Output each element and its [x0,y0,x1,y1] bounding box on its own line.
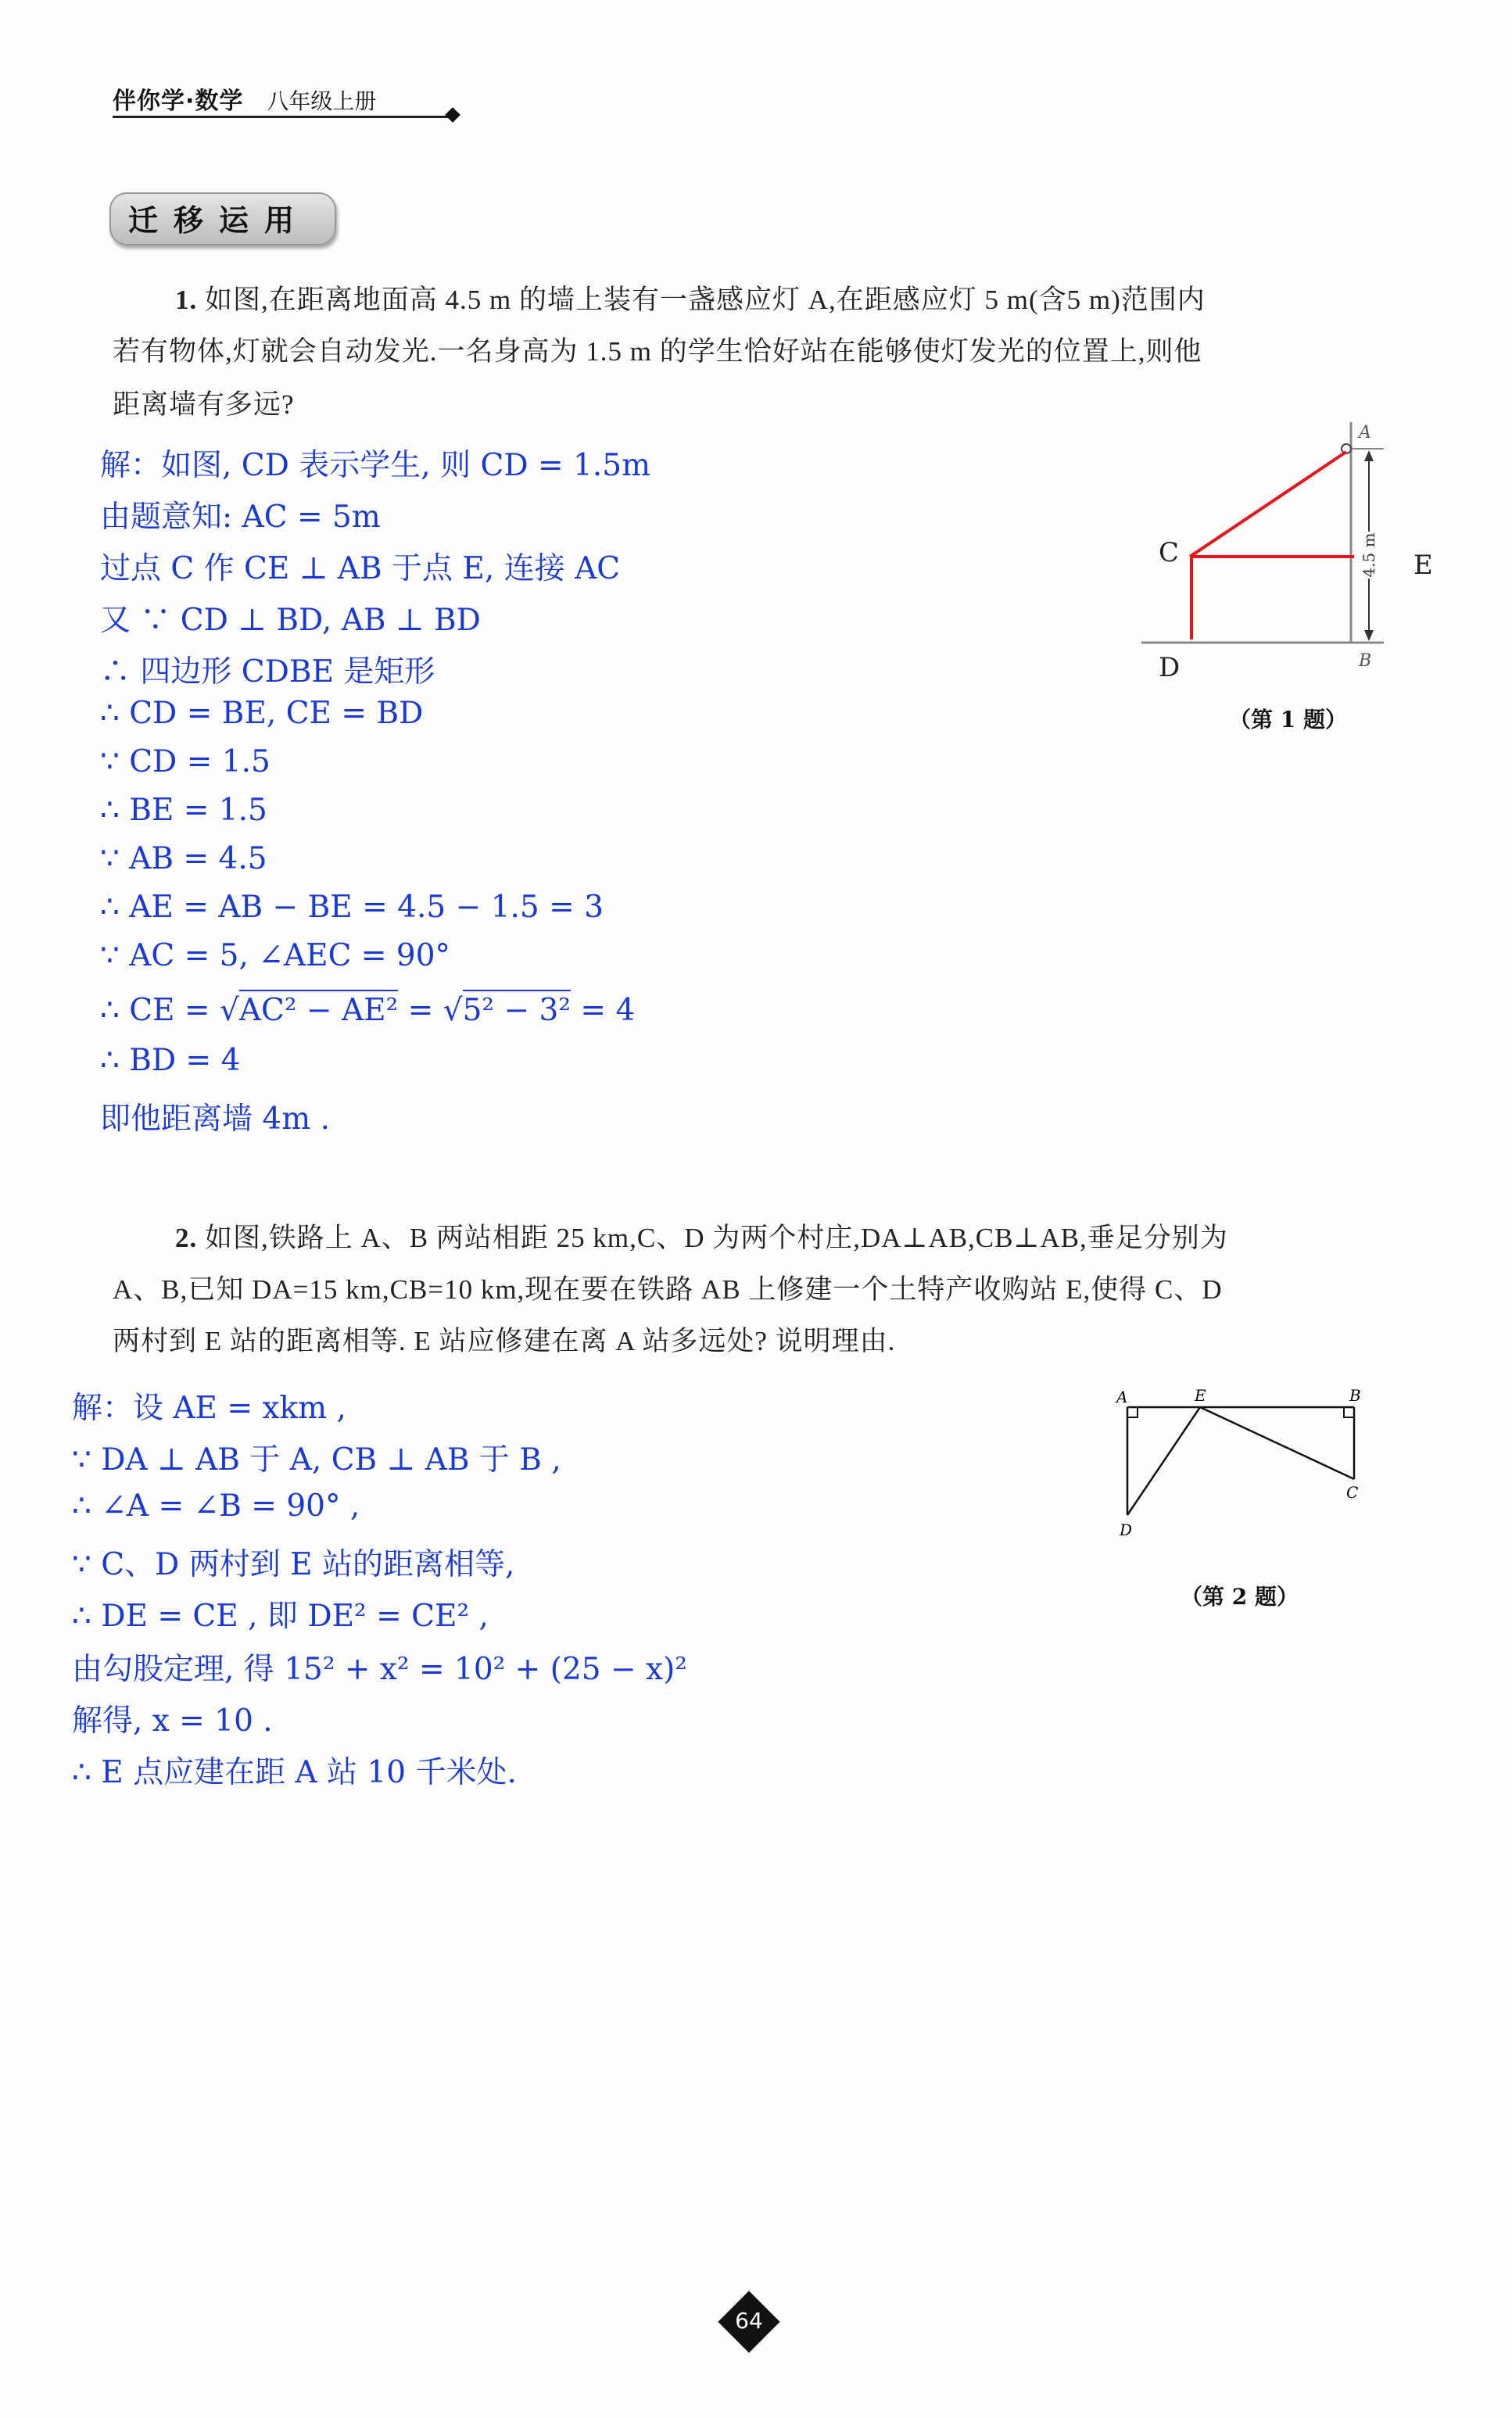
arrow-down-icon [1364,630,1374,641]
q1-sol-line: 即他距离墙 4m . [100,1102,330,1137]
figure-1 [1126,414,1454,743]
grade-label: 八年级上册 [267,88,377,114]
q1-sol-line: ∵ AB = 4.5 [100,841,267,876]
q1-sol-line: ∴ 四边形 CDBE 是矩形 [100,654,435,690]
label-a: A [1116,1388,1128,1406]
q1-sol-line: 又 ∵ CD ⊥ BD, AB ⊥ BD [100,603,481,638]
figure-2 [1095,1384,1407,1634]
q1-line-3: 距离墙有多远? [113,389,295,420]
q2-number: 2. [175,1223,198,1253]
q2-line-2: A、B,已知 DA=15 km,CB=10 km,现在要在铁路 AB 上修建一个土特产收购站 E,使得 C、D [113,1274,1223,1305]
running-header [113,81,376,116]
right-angle-a-icon [1127,1407,1138,1417]
q1-sol-line: 过点 C 作 CE ⊥ AB 于点 E, 连接 AC [100,551,621,586]
header-diamond-icon [445,107,460,123]
book-title: 伴你学·数学 [113,88,244,115]
q1-sol-line: ∴ BD = 4 [100,1043,241,1078]
label-b: B [1349,1386,1361,1405]
radicand-1: AC² − AE² [239,990,398,1028]
q1-text: 如图,在距离地面高 4.5 m 的墙上装有一盏感应灯 A,在距感应灯 5 m(含5 m)范围内 [205,285,1206,315]
label-e: E [1195,1386,1206,1405]
q1-line-2: 若有物体,灯就会自动发光.一名身高为 1.5 m 的学生恰好站在能够使灯发光的位置上,则他 [113,336,1202,367]
sqrt-result: = 4 [570,993,636,1028]
q1-number: 1. [175,285,198,315]
arrow-up-icon [1364,450,1374,461]
q1-sol-line: 解：如图, CD 表示学生, 则 CD = 1.5m [100,448,651,483]
label-c: C [1159,537,1180,568]
segment-ac [1190,452,1346,557]
section-title: 迁移运用 [109,192,336,245]
q2-sol-line: 解：设 AE = xkm , [72,1391,346,1426]
label-e: E [1413,550,1433,581]
q1-sol-line: 由题意知: AC = 5m [100,500,381,535]
page-number: 64 [735,2308,763,2334]
q1-sol-line: ∵ AC = 5, ∠AEC = 90° [100,938,451,973]
q2-text: 如图,铁路上 A、B 两站相距 25 km,C、D 为两个村庄,DA⊥AB,CB⊥AB,垂足分别为 [205,1223,1228,1253]
q2-sol-line: ∵ C、D 两村到 E 站的距离相等, [72,1547,515,1582]
q1-sqrt-line: ∴ CE = √AC² − AE² = √5² − 3² = 4 [100,993,635,1028]
label-b: B [1359,651,1372,671]
q1-sol-line: ∴ BE = 1.5 [100,793,267,828]
q2-sol-line: ∴ E 点应建在距 A 站 10 千米处. [72,1755,517,1790]
q2-sol-line: ∴ DE = CE , 即 DE² = CE² , [72,1599,489,1634]
header-rule [113,116,453,118]
figure-2-caption: （第 2 题） [1181,1584,1299,1610]
q2-sol-line: ∴ ∠A = ∠B = 90° , [72,1488,360,1524]
q1-sol-line: ∴ AE = AB − BE = 4.5 − 1.5 = 3 [100,890,604,925]
figure-1-caption: （第 1 题） [1229,707,1347,733]
label-d: D [1159,652,1181,683]
radicand-2: 5² − 3² [463,990,571,1028]
dimension-label: 4.5 m [1360,532,1378,578]
q2-sol-line: ∵ DA ⊥ AB 于 A, CB ⊥ AB 于 B , [72,1442,561,1478]
right-angle-b-icon [1344,1407,1354,1417]
segment-ec [1200,1407,1354,1479]
q2-sol-line: 由勾股定理, 得 15² + x² = 10² + (25 − x)² [72,1652,687,1687]
label-c: C [1346,1483,1359,1502]
q1-sol-line: ∴ CD = BE, CE = BD [100,696,424,731]
label-d: D [1120,1521,1133,1539]
label-a: A [1359,423,1371,442]
sqrt-equals: = [398,993,443,1028]
q2-sol-line: 解得, x = 10 . [72,1703,273,1739]
sqrt-prefix: ∴ CE = [100,993,220,1028]
q2-line-1 [175,1216,1228,1256]
q1-line-1 [175,278,1206,317]
q2-line-3: 两村到 E 站的距离相等. E 站应修建在离 A 站多远处? 说明理由. [113,1326,896,1356]
segment-de [1127,1407,1200,1515]
q1-sol-line: ∵ CD = 1.5 [100,744,271,779]
